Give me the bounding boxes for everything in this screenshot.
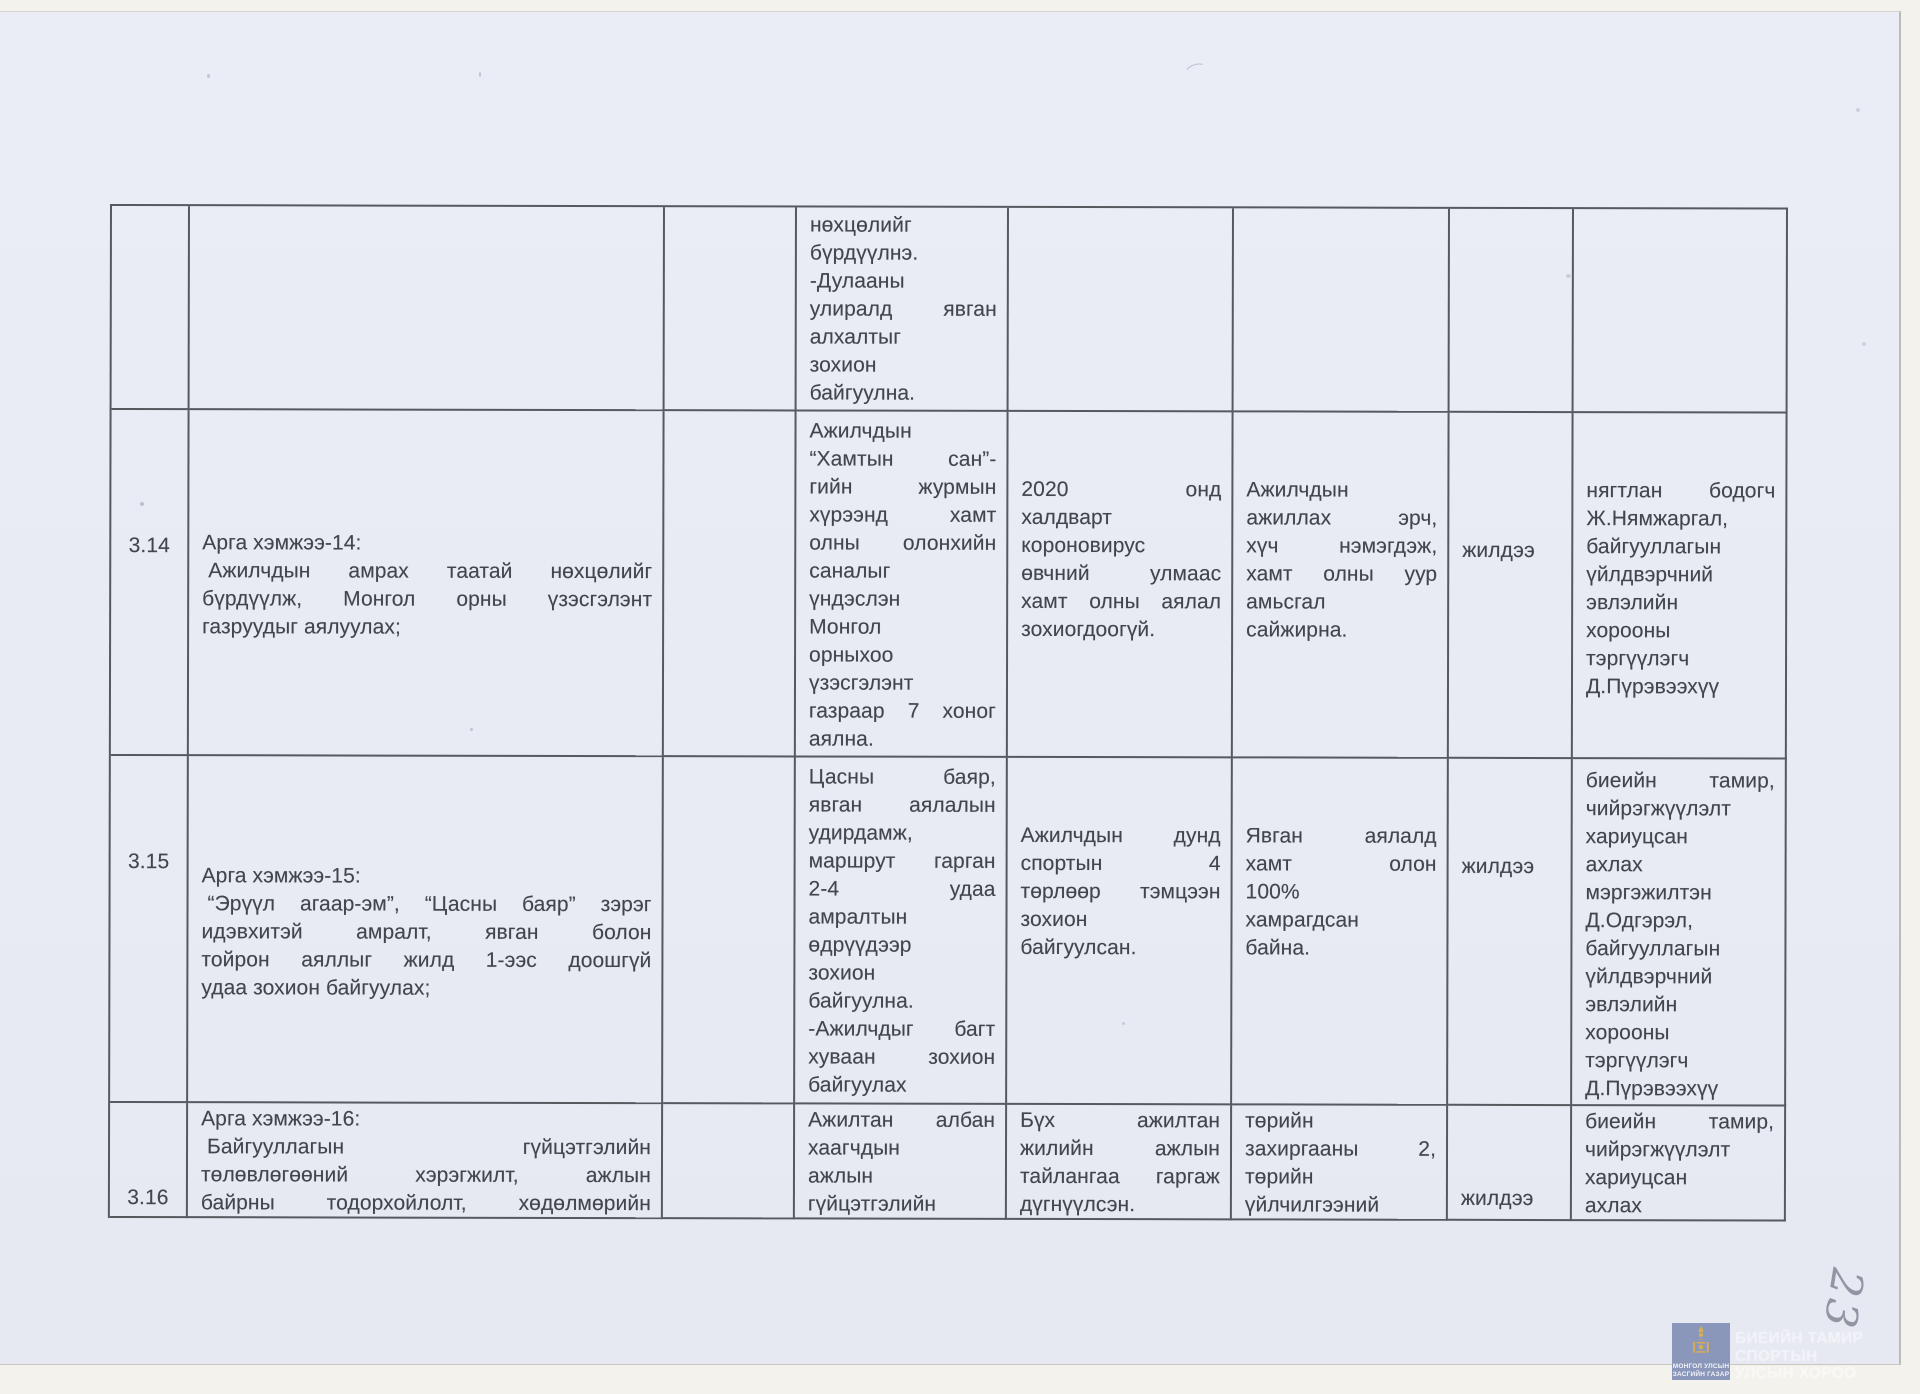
- cell-planned-activity: [795, 757, 1008, 1104]
- cell-responsible-persons: [1572, 1106, 1786, 1221]
- cell-outcome: [1232, 1105, 1448, 1220]
- outcome-text: Ажилчдын ажиллах эрч, хүч нэмэгдэж, хамт олны уур амьсгал сайжирна.: [1246, 478, 1438, 642]
- cell-outcome: [1233, 412, 1450, 758]
- scan-speck: [1566, 274, 1571, 278]
- cell-implementation: [1009, 208, 1234, 412]
- responsible-text: нягтлан бодогч Ж.Нямжаргал, байгууллагын үйлдвэрчний эвлэлийн хорооны тэргүүлэгч Д.Пүрэвээхүү: [1585, 479, 1776, 699]
- measure-text: Ажилчдын амрах таатай нөхцөлийг бүрдүүлж, Монгол орны үзэсгэлэнт газруудыг аялуулах;: [202, 559, 653, 639]
- row-index: 3.14: [128, 534, 170, 558]
- timeframe-text: жилдээ: [1460, 1186, 1534, 1210]
- cell-timeframe: [1449, 413, 1574, 759]
- paper-sheet: [0, 11, 1901, 1382]
- planned-activity-text: Ажилтан албан хаагчдын ажлын гүйцэтгэлийн: [807, 1108, 996, 1216]
- cell-measure-description: [188, 756, 664, 1104]
- measure-text: “Эрүүл агаар-эм”, “Цасны баяр” зэрэг идэвхитэй амралт, явган болон тойрон аяллыг жилд 1-ээс доошгүй удаа зохион байгуулах;: [201, 891, 652, 1000]
- planned-activity-text: Цасны баяр, явган аялалын удирдамж, маршрут гарган 2-4 удаа амралтын өдрүүдээр зохион байгуулна. -Ажилчдыг багт хуваан зохион байгуулах: [808, 765, 996, 1097]
- cell-outcome: [1234, 208, 1450, 412]
- cell-responsible-persons: [1573, 413, 1788, 759]
- cell-index-number: [111, 410, 190, 756]
- planned-activity-text: Ажилчдын “Хамтын сан”- гийн журмын хүрээнд хамт олны олонхийн саналыг үндэслэн Монгол орныхоо үзэсгэлэнт газраар 7 хоног аялна.: [808, 419, 997, 751]
- scan-speck: [1856, 108, 1860, 112]
- cell-responsible-persons: [1574, 209, 1788, 413]
- cell-measure-description: [189, 410, 665, 757]
- logo-caption: МОНГОЛ УЛСЫН ЗАСГИЙН ГАЗАР: [1672, 1363, 1730, 1378]
- timeframe-text: жилдээ: [1462, 538, 1535, 562]
- cell-timeframe: [1448, 1106, 1572, 1221]
- responsible-text: биеийн тамир, чийрэгжүүлэлт хариуцсан ахлах: [1584, 1110, 1775, 1218]
- measure-title: Арга хэмжээ-14:: [202, 531, 362, 555]
- cell-outcome: [1232, 758, 1449, 1105]
- scan-speck: [1122, 1022, 1125, 1025]
- scan-speck: [470, 728, 473, 731]
- implementation-text: Бүх ажилтан жилийн ажлын тайлангаа гаргаж дүгнүүлсэн.: [1019, 1108, 1221, 1217]
- cell-planned-activity: [796, 411, 1009, 757]
- outcome-text: төрийн захиргааны 2, төрийн үйлчилгээний: [1244, 1109, 1437, 1217]
- cell-implementation: [1007, 1105, 1232, 1220]
- planned-activity-text: нөхцөлийг бүрдүүлнэ. -Дулааны улиралд явган алхалтыг зохион байгуулна.: [809, 213, 997, 405]
- report-table: [108, 204, 1788, 1222]
- handwritten-page-number: 23: [1812, 1264, 1874, 1335]
- cell-timeframe: [1450, 209, 1574, 413]
- cell-implementation: [1008, 412, 1234, 758]
- soyombo-icon: [1688, 1326, 1714, 1361]
- cell-empty: [663, 757, 796, 1104]
- scan-scratch: [1184, 61, 1209, 80]
- cell-planned-activity: [795, 1104, 1007, 1219]
- scan-speck: [207, 74, 210, 78]
- cell-index-number: [110, 756, 189, 1103]
- cell-planned-activity: [797, 207, 1009, 411]
- scan-speck: [1862, 342, 1866, 346]
- row-index: 3.16: [127, 1186, 169, 1210]
- cell-timeframe: [1448, 759, 1573, 1106]
- cell-measure-description: [188, 1103, 663, 1219]
- cell-measure-description: [190, 206, 665, 411]
- cell-index-number: [112, 206, 190, 410]
- scan-speck: [479, 72, 481, 77]
- cell-index-number: [110, 1103, 188, 1218]
- timeframe-text: жилдээ: [1461, 854, 1535, 878]
- cell-empty: [663, 1104, 795, 1219]
- implementation-text: 2020 онд халдварт короновирус өвчний улмаас хамт олны аялал зохиогдоогүй.: [1021, 477, 1222, 642]
- responsible-text: биеийн тамир, чийрэгжүүлэлт хариуцсан ахлах мэргэжилтэн Д.Одгэрэл, байгууллагын үйлдвэрчний эвлэлийн хорооны тэргүүлэгч Д.Пүрэвээхүү: [1585, 769, 1775, 1101]
- outcome-text: Явган аялалд хамт олон 100% хамрагдсан байна.: [1245, 824, 1437, 960]
- cell-implementation: [1007, 758, 1233, 1105]
- scan-speck: [140, 502, 144, 506]
- cell-empty: [665, 207, 797, 411]
- implementation-text: Ажилчдын дунд спортын 4 төрлөөр тэмцээн зохион байгуулсан.: [1020, 823, 1221, 960]
- measure-title: Арга хэмжээ-16:: [201, 1107, 361, 1131]
- measure-text: Байгууллагын гүйцэтгэлийн төлөвлөгөөний хэрэгжилт, ажлын байрны тодорхойлолт, хөдөлмөрийн: [200, 1135, 652, 1216]
- measure-title: Арга хэмжээ-15:: [201, 863, 361, 888]
- cell-empty: [664, 411, 797, 757]
- government-logo-badge: [1672, 1323, 1730, 1380]
- cell-responsible-persons: [1572, 759, 1787, 1106]
- bleed-through-text: БИЕИЙН ТАМИР СПОРТЫН УЛСЫН ХОРОО: [1735, 1330, 1864, 1382]
- row-index: 3.15: [127, 850, 170, 874]
